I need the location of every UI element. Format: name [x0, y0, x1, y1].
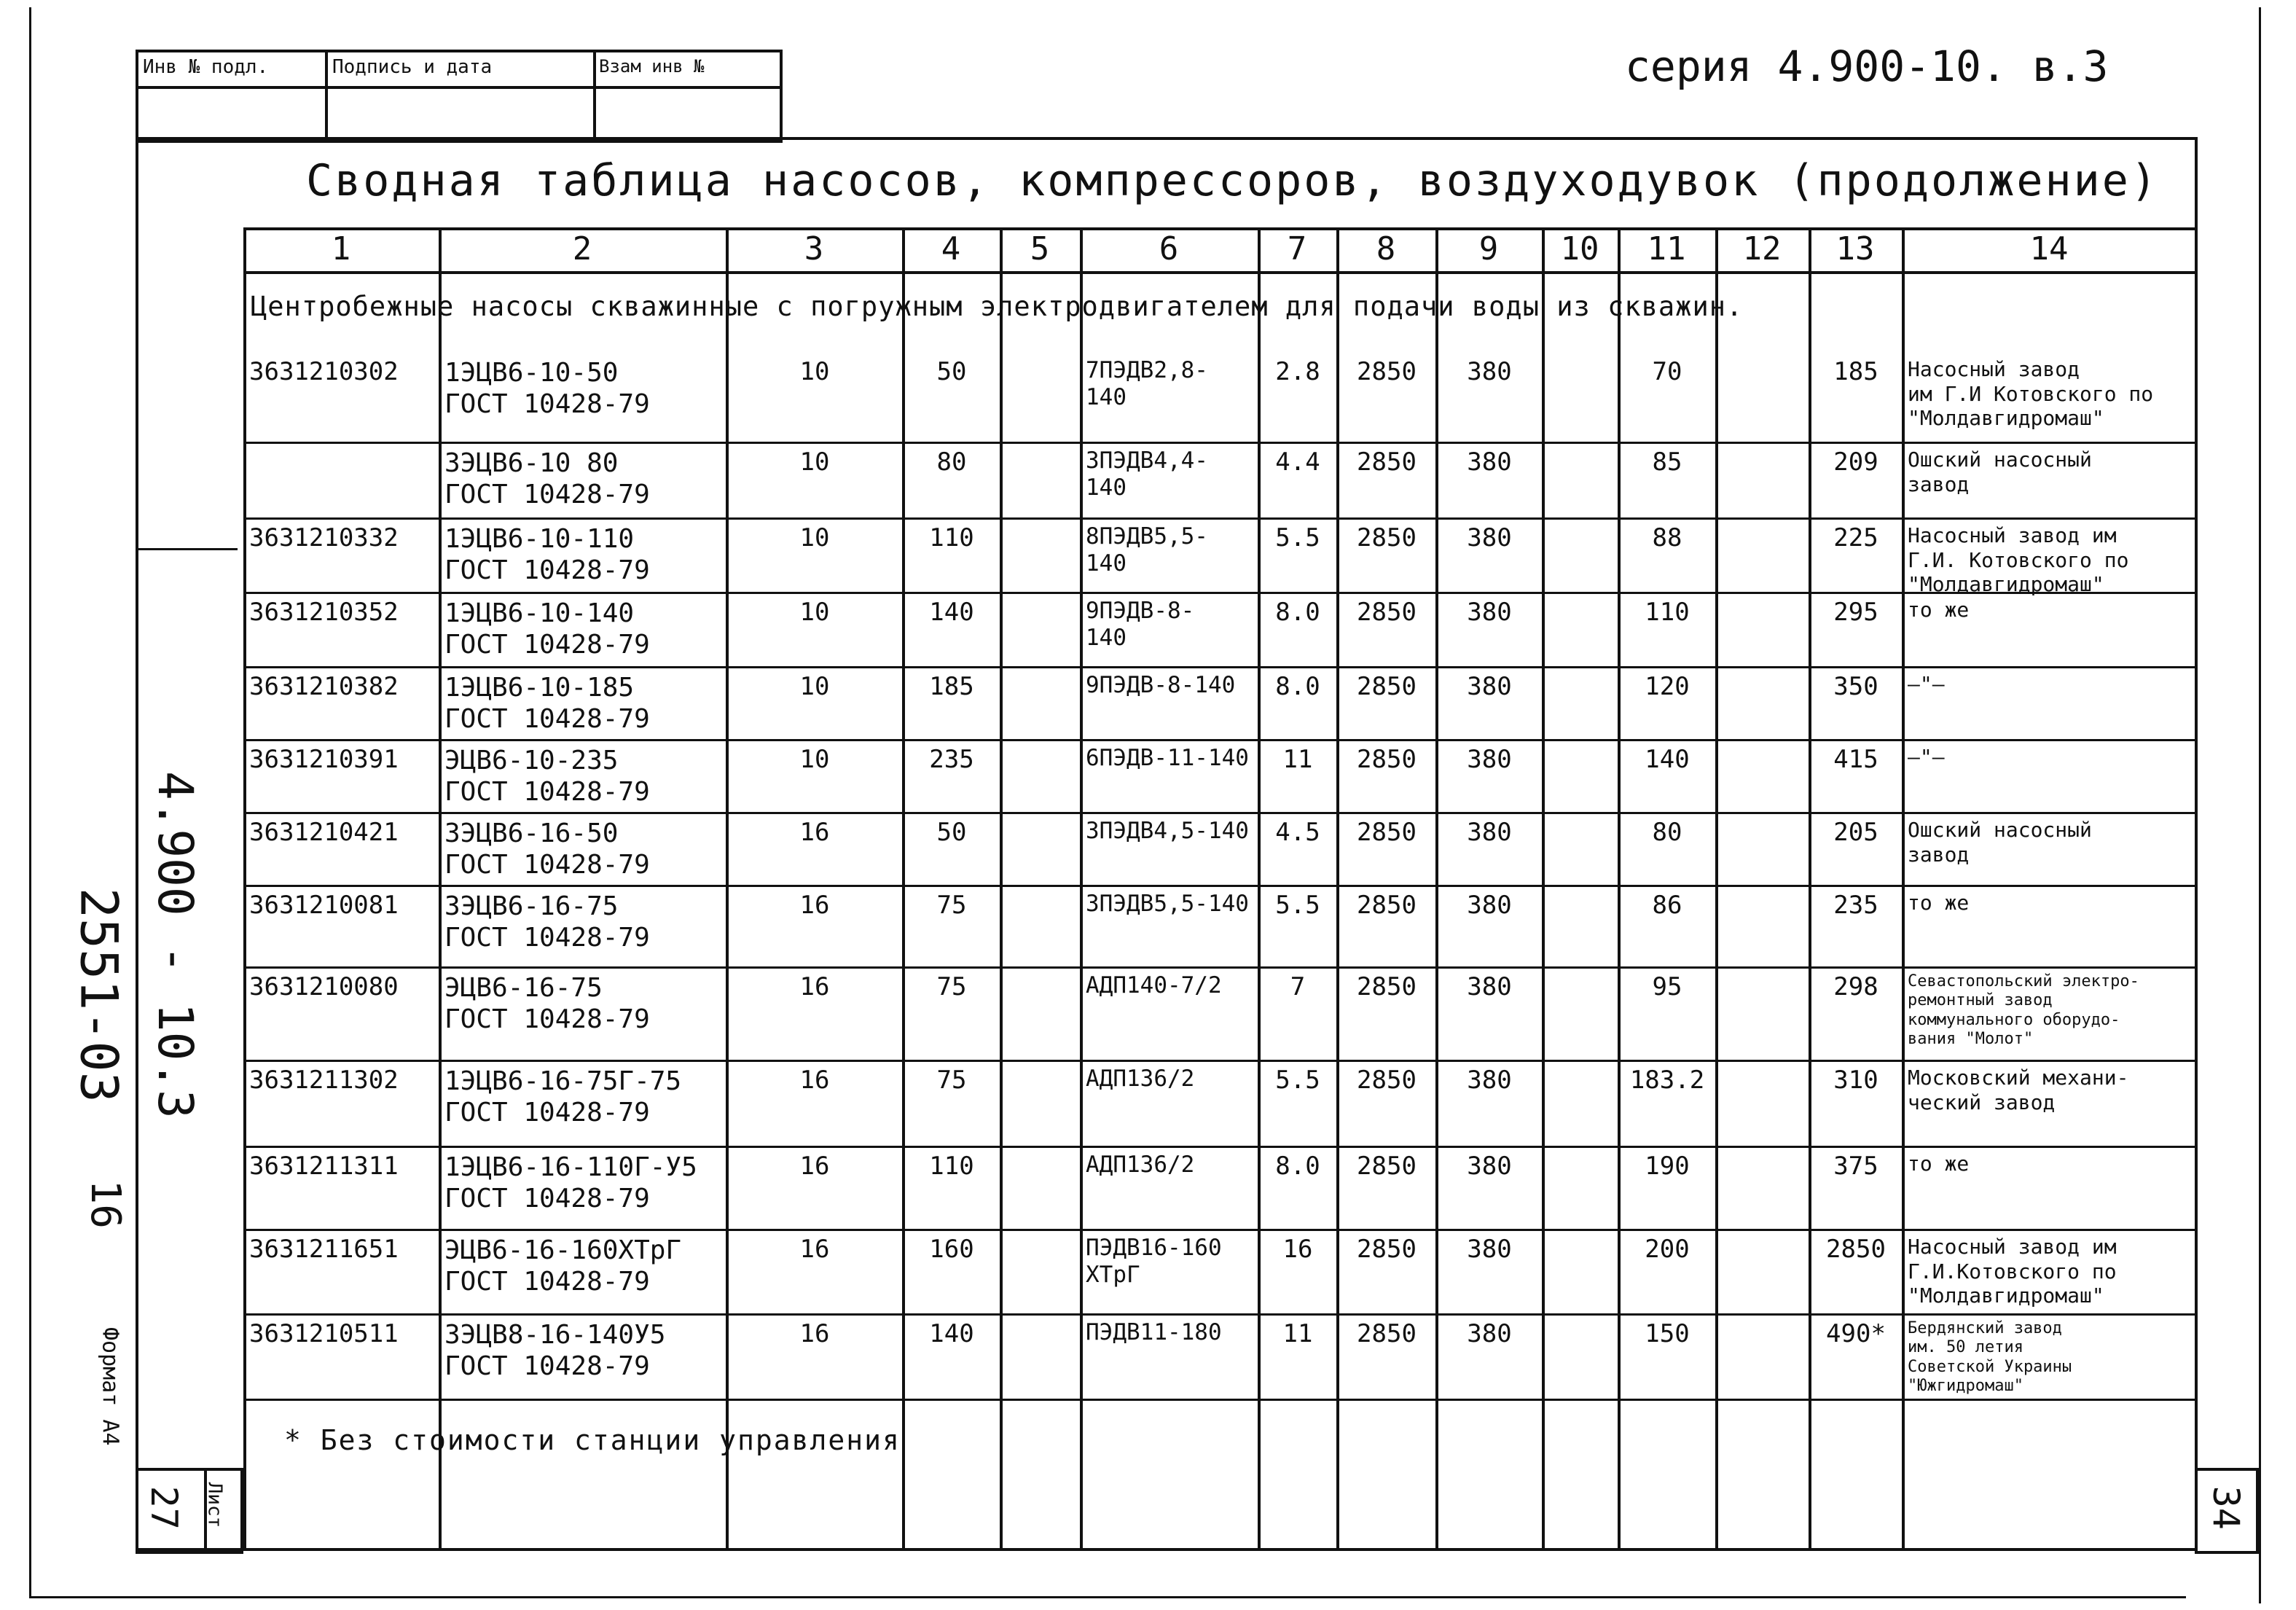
cell-col-11: 200 [1645, 1235, 1690, 1264]
cell-col-4: 50 [936, 357, 967, 386]
cell-col-14: —"— [1908, 672, 1945, 696]
cell-col-2: 1ЭЦВ6-16-110Г-У5 ГОСТ 10428-79 [444, 1152, 697, 1214]
cell-col-7: 5.5 [1275, 891, 1320, 920]
cell-col-9: 380 [1467, 972, 1512, 1001]
cell-col-6: АДП136/2 [1086, 1152, 1195, 1178]
table-column-line [1080, 227, 1083, 1550]
cell-col-13: 415 [1833, 745, 1878, 774]
outer-right-line [2259, 7, 2261, 1603]
cell-col-14: Насосный завод им Г.И. Котовского по "Молдавгидромаш" [1908, 523, 2129, 597]
cell-col-13: 225 [1833, 523, 1878, 552]
cell-col-11: 150 [1645, 1319, 1690, 1348]
cell-col-8: 2850 [1357, 598, 1417, 627]
stamp-sign-label: Подпись и дата [332, 56, 493, 78]
cell-col-6: 8ПЭДВ5,5- 140 [1086, 523, 1208, 577]
table-column-line [439, 227, 442, 1550]
cell-col-8: 2850 [1357, 745, 1417, 774]
table-row-line [243, 812, 2196, 814]
cell-col-13: 2850 [1826, 1235, 1886, 1264]
cell-col-8: 2850 [1357, 1235, 1417, 1264]
cell-col-14: то же [1908, 1152, 1970, 1176]
cell-col-13: 375 [1833, 1152, 1878, 1181]
cell-col-3: 16 [799, 891, 830, 920]
cell-col-11: 140 [1645, 745, 1690, 774]
side-doc-number: 4.900 - 10.3 [146, 770, 203, 1119]
cell-col-2: 3ЭЦВ6-16-50 ГОСТ 10428-79 [444, 818, 650, 880]
cell-col-11: 120 [1645, 672, 1690, 701]
cell-col-8: 2850 [1357, 891, 1417, 920]
cell-col-13: 310 [1833, 1066, 1878, 1095]
side-number-16: 16 [81, 1179, 129, 1229]
cell-col-3: 10 [799, 357, 830, 386]
cell-col-2: ЭЦВ6-10-235 ГОСТ 10428-79 [444, 746, 650, 808]
table-column-line [1336, 227, 1339, 1550]
cell-col-11: 183.2 [1629, 1066, 1705, 1095]
cell-col-3: 10 [799, 448, 830, 477]
col-header-2: 2 [572, 230, 592, 267]
table-row-line [243, 592, 2196, 594]
cell-col-4: 185 [929, 672, 974, 701]
cell-col-3: 16 [799, 1066, 830, 1095]
cell-col-8: 2850 [1357, 523, 1417, 552]
cell-col-2: 3ЭЦВ6-16-75 ГОСТ 10428-79 [444, 891, 650, 953]
table-column-line [1000, 227, 1003, 1550]
cell-col-14: Бердянский завод им. 50 летия Советской Украины "Южгидромаш" [1908, 1319, 2072, 1396]
table-column-line [1542, 227, 1545, 1550]
sheet-number: 27 [142, 1485, 185, 1530]
cell-col-8: 2850 [1357, 1152, 1417, 1181]
cell-col-3: 16 [799, 1152, 830, 1181]
cell-col-2: 1ЭЦВ6-10-50 ГОСТ 10428-79 [444, 358, 650, 420]
cell-col-6: 6ПЭДВ-11-140 [1086, 745, 1249, 771]
cell-col-6: 9ПЭДВ-8- 140 [1086, 598, 1195, 652]
format-label: Формат А4 [97, 1326, 123, 1446]
table-column-line [1435, 227, 1438, 1550]
col-header-1: 1 [331, 230, 351, 267]
col-header-11: 11 [1647, 230, 1686, 267]
cell-col-7: 2.8 [1275, 357, 1320, 386]
cell-col-9: 380 [1467, 1235, 1512, 1264]
cell-col-9: 380 [1467, 745, 1512, 774]
cell-col-13: 350 [1833, 672, 1878, 701]
left-margin-tick [136, 548, 238, 550]
table-column-line [902, 227, 905, 1550]
cell-col-1: 3631211651 [249, 1235, 399, 1264]
cell-col-14: Ошский насосный завод [1908, 448, 2092, 496]
table-row-line [243, 442, 2196, 444]
cell-col-3: 16 [799, 972, 830, 1001]
cell-col-14: Насосный завод им Г.И.Котовского по "Молдавгидромаш" [1908, 1235, 2117, 1308]
cell-col-3: 10 [799, 523, 830, 552]
cell-col-6: 9ПЭДВ-8-140 [1086, 672, 1236, 698]
cell-col-3: 16 [799, 1235, 830, 1264]
table-column-line [1618, 227, 1621, 1550]
cell-col-2: ЭЦВ6-16-75 ГОСТ 10428-79 [444, 973, 650, 1035]
cell-col-14: Севастопольский электро- ремонтный завод коммунального оборудо- вания "Молот" [1908, 972, 2139, 1049]
cell-col-7: 8.0 [1275, 1152, 1320, 1181]
cell-col-3: 16 [799, 1319, 830, 1348]
cell-col-7: 8.0 [1275, 672, 1320, 701]
table-column-line [1258, 227, 1261, 1550]
cell-col-11: 95 [1652, 972, 1682, 1001]
cell-col-7: 8.0 [1275, 598, 1320, 627]
cell-col-8: 2850 [1357, 448, 1417, 477]
cell-col-13: 209 [1833, 448, 1878, 477]
cell-col-4: 235 [929, 745, 974, 774]
stamp-divider [325, 50, 328, 140]
cell-col-8: 2850 [1357, 672, 1417, 701]
cell-col-9: 380 [1467, 523, 1512, 552]
cell-col-6: 7ПЭДВ2,8- 140 [1086, 357, 1208, 411]
cell-col-11: 70 [1652, 357, 1682, 386]
table-row-line [243, 1060, 2196, 1062]
series-label: серия 4.900-10. в.3 [1625, 42, 2109, 91]
cell-col-8: 2850 [1357, 1319, 1417, 1348]
table-row-line [243, 1399, 2196, 1401]
cell-col-9: 380 [1467, 672, 1512, 701]
table-left [243, 227, 246, 1550]
col-header-14: 14 [2029, 230, 2069, 267]
cell-col-8: 2850 [1357, 357, 1417, 386]
cell-col-14: то же [1908, 598, 1970, 622]
cell-col-9: 380 [1467, 357, 1512, 386]
table-title: Сводная таблица насосов, компрессоров, воздуходувок (продолжение) [306, 155, 2159, 206]
cell-col-7: 5.5 [1275, 523, 1320, 552]
col-header-12: 12 [1742, 230, 1782, 267]
cell-col-2: 1ЭЦВ6-16-75Г-75 ГОСТ 10428-79 [444, 1066, 682, 1128]
cell-col-13: 490* [1826, 1319, 1886, 1348]
cell-col-9: 380 [1467, 891, 1512, 920]
stamp-divider [593, 50, 596, 140]
cell-col-6: 3ПЭДВ4,5-140 [1086, 818, 1249, 844]
cell-col-4: 160 [929, 1235, 974, 1264]
cell-col-2: 1ЭЦВ6-10-185 ГОСТ 10428-79 [444, 673, 650, 735]
cell-col-4: 75 [936, 972, 967, 1001]
cell-col-11: 88 [1652, 523, 1682, 552]
page-number: 34 [2204, 1485, 2247, 1530]
cell-col-7: 4.4 [1275, 448, 1320, 477]
cell-col-1: 3631211311 [249, 1152, 399, 1181]
cell-col-14: Ошский насосный завод [1908, 818, 2092, 867]
cell-col-7: 11 [1282, 1319, 1313, 1348]
cell-col-8: 2850 [1357, 818, 1417, 847]
cell-col-7: 11 [1282, 745, 1313, 774]
col-header-7: 7 [1287, 230, 1307, 267]
table-column-line [1715, 227, 1718, 1550]
cell-col-6: ПЭДВ11-180 [1086, 1319, 1222, 1345]
cell-col-9: 380 [1467, 1152, 1512, 1181]
cell-col-1: 3631210332 [249, 523, 399, 552]
table-column-line [726, 227, 729, 1550]
cell-col-9: 380 [1467, 1066, 1512, 1095]
col-header-13: 13 [1835, 230, 1875, 267]
cell-col-4: 75 [936, 1066, 967, 1095]
cell-col-9: 380 [1467, 448, 1512, 477]
table-column-line [1902, 227, 1905, 1550]
outer-bottom-line [29, 1596, 2186, 1598]
cell-col-2: 3ЭЦВ6-10 80 ГОСТ 10428-79 [444, 448, 650, 510]
cell-col-4: 80 [936, 448, 967, 477]
table-row-line [243, 1146, 2196, 1148]
cell-col-7: 16 [1282, 1235, 1313, 1264]
table-row-line [243, 966, 2196, 969]
cell-col-2: 1ЭЦВ6-10-110 ГОСТ 10428-79 [444, 524, 650, 586]
cell-col-9: 380 [1467, 818, 1512, 847]
cell-col-6: АДП136/2 [1086, 1066, 1195, 1092]
cell-col-13: 205 [1833, 818, 1878, 847]
cell-col-13: 295 [1833, 598, 1878, 627]
side-inventory-number: 2551-03 [68, 887, 129, 1103]
frame-right [2195, 137, 2198, 1551]
table-column-line [1809, 227, 1811, 1550]
col-header-5: 5 [1030, 230, 1050, 267]
cell-col-3: 10 [799, 598, 830, 627]
table-row-line [243, 1229, 2196, 1231]
cell-col-1: 3631210081 [249, 891, 399, 920]
cell-col-6: ПЭДВ16-160 ХТрГ [1086, 1235, 1222, 1289]
cell-col-1: 3631210511 [249, 1319, 399, 1348]
cell-col-1: 3631211302 [249, 1066, 399, 1095]
table-row-line [243, 517, 2196, 520]
frame-top [136, 137, 2198, 140]
cell-col-2: 1ЭЦВ6-10-140 ГОСТ 10428-79 [444, 598, 650, 660]
frame-left [136, 50, 138, 1551]
cell-col-11: 86 [1652, 891, 1682, 920]
cell-col-6: 3ПЭДВ4,4- 140 [1086, 448, 1208, 501]
col-header-10: 10 [1560, 230, 1599, 267]
cell-col-4: 75 [936, 891, 967, 920]
cell-col-2: 3ЭЦВ8-16-140У5 ГОСТ 10428-79 [444, 1320, 666, 1382]
cell-col-3: 10 [799, 672, 830, 701]
cell-col-11: 110 [1645, 598, 1690, 627]
cell-col-13: 185 [1833, 357, 1878, 386]
cell-col-1: 3631210391 [249, 745, 399, 774]
cell-col-1: 3631210382 [249, 672, 399, 701]
cell-col-1: 3631210421 [249, 818, 399, 847]
stamp-divider [136, 86, 780, 89]
section-title: Центробежные насосы скважинные с погружным электродвигателем для подачи воды из скважин. [251, 291, 1744, 322]
cell-col-11: 80 [1652, 818, 1682, 847]
col-header-9: 9 [1478, 230, 1499, 267]
cell-col-6: АДП140-7/2 [1086, 972, 1222, 999]
table-row-line [243, 885, 2196, 887]
cell-col-14: то же [1908, 891, 1970, 915]
table-row-line [243, 666, 2196, 668]
cell-col-1: 3631210080 [249, 972, 399, 1001]
table-row-line [243, 1313, 2196, 1316]
stamp-inv-label: Инв № подл. [143, 56, 269, 78]
table-row-line [243, 739, 2196, 741]
outer-left-line [29, 7, 31, 1596]
col-header-4: 4 [941, 230, 961, 267]
cell-col-4: 50 [936, 818, 967, 847]
cell-col-4: 140 [929, 598, 974, 627]
cell-col-9: 380 [1467, 598, 1512, 627]
cell-col-4: 110 [929, 1152, 974, 1181]
cell-col-2: ЭЦВ6-16-160ХТрГ ГОСТ 10428-79 [444, 1235, 682, 1297]
cell-col-14: Насосный завод им Г.И Котовского по "Молдавгидромаш" [1908, 357, 2154, 431]
cell-col-1: 3631210302 [249, 357, 399, 386]
cell-col-4: 110 [929, 523, 974, 552]
cell-col-6: 3ПЭДВ5,5-140 [1086, 891, 1249, 917]
col-header-6: 6 [1159, 230, 1179, 267]
cell-col-11: 190 [1645, 1152, 1690, 1181]
cell-col-8: 2850 [1357, 1066, 1417, 1095]
footnote: * Без стоимости станции управления [284, 1424, 901, 1456]
cell-col-11: 85 [1652, 448, 1682, 477]
sheet-label: Лист [203, 1482, 226, 1528]
cell-col-9: 380 [1467, 1319, 1512, 1348]
cell-col-14: Московский механи- ческий завод [1908, 1066, 2129, 1114]
cell-col-7: 7 [1290, 972, 1306, 1001]
cell-col-1: 3631210352 [249, 598, 399, 627]
cell-col-7: 5.5 [1275, 1066, 1320, 1095]
cell-col-13: 298 [1833, 972, 1878, 1001]
col-header-8: 8 [1376, 230, 1396, 267]
col-header-3: 3 [804, 230, 824, 267]
stamp-vzam-label: Взам инв № [599, 56, 705, 77]
frame-bottom [136, 1548, 2198, 1551]
cell-col-8: 2850 [1357, 972, 1417, 1001]
cell-col-13: 235 [1833, 891, 1878, 920]
cell-col-3: 16 [799, 818, 830, 847]
cell-col-4: 140 [929, 1319, 974, 1348]
cell-col-14: —"— [1908, 745, 1945, 769]
cell-col-3: 10 [799, 745, 830, 774]
cell-col-7: 4.5 [1275, 818, 1320, 847]
